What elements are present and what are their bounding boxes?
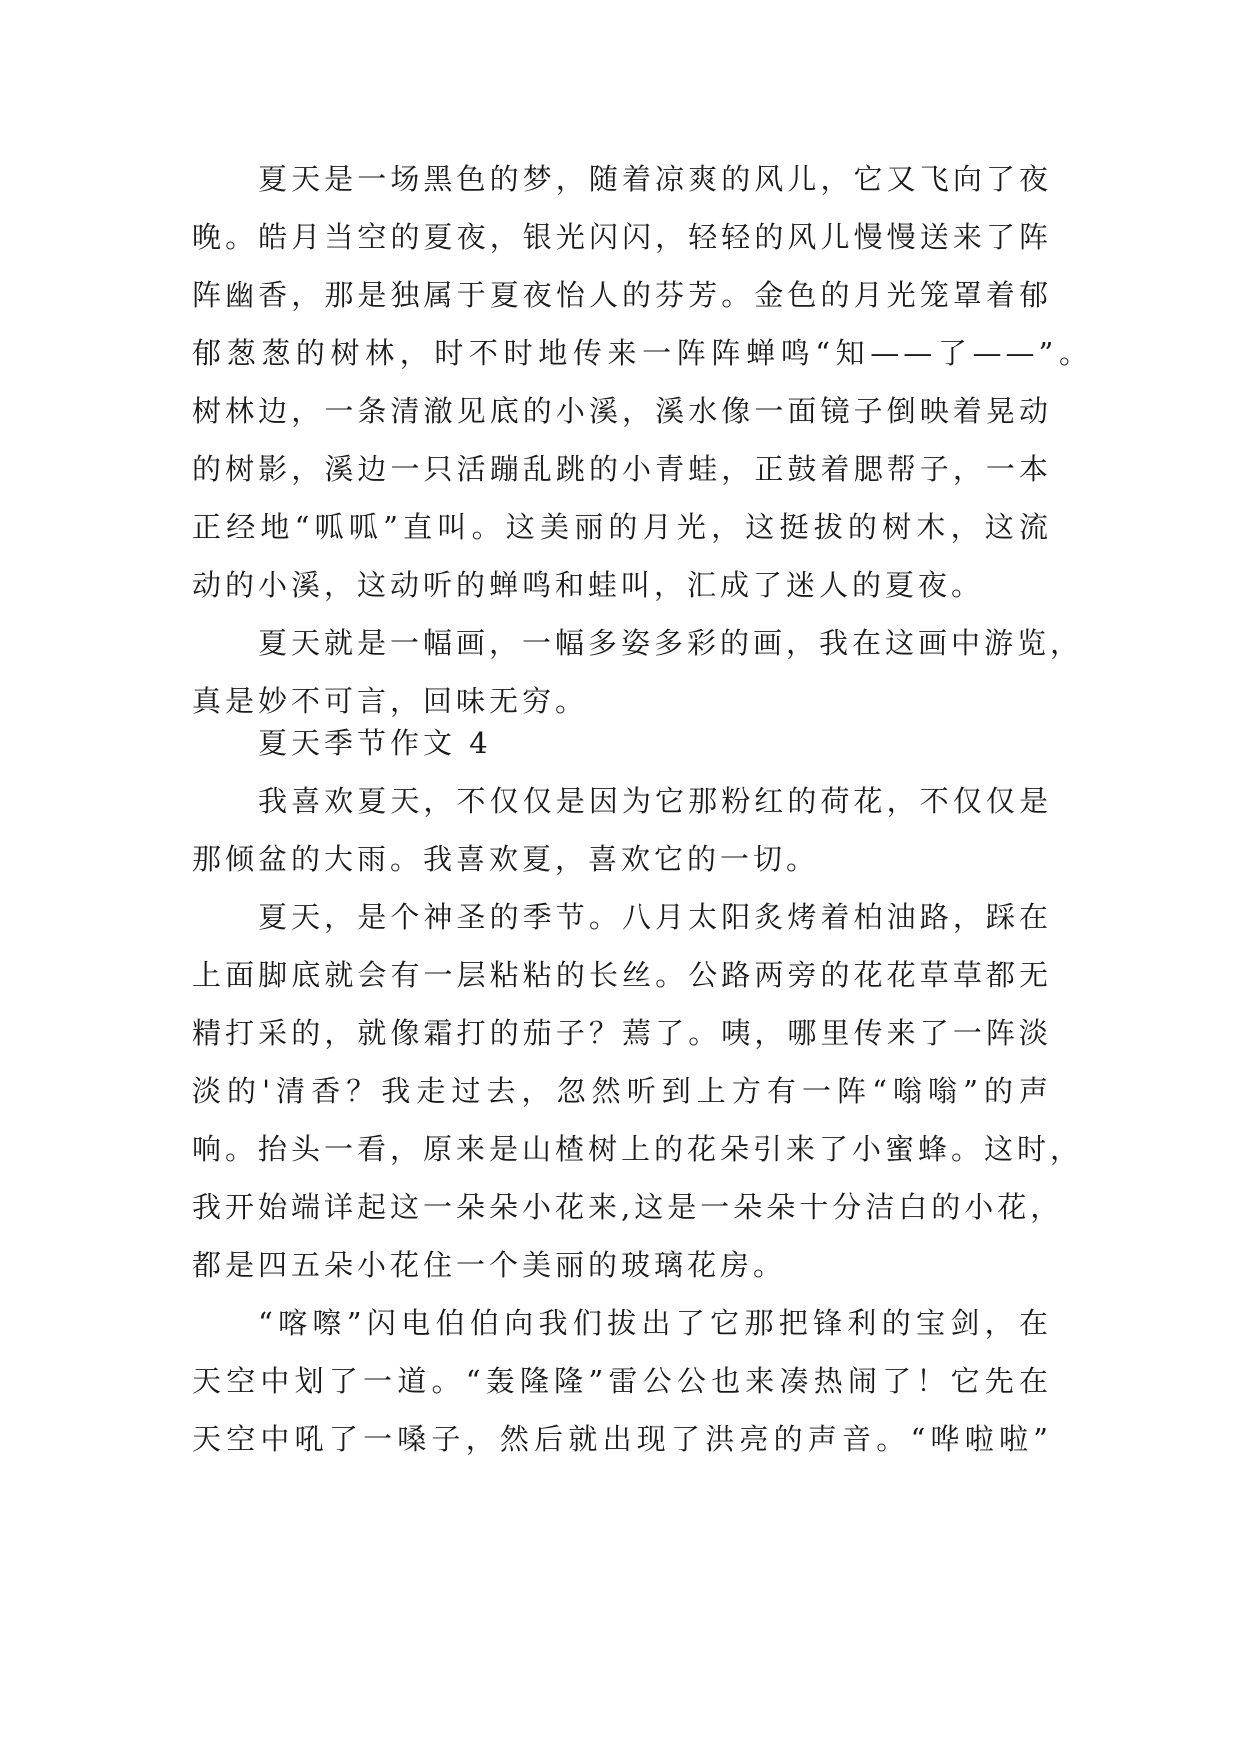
text-line: 上面脚底就会有一层粘粘的长丝。公路两旁的花花草草都无	[192, 958, 1052, 992]
text-line: 我开始端详起这一朵朵小花来,这是一朵朵十分洁白的小花，	[192, 1190, 1064, 1224]
text-line: 淡的'清香？我走过去，忽然听到上方有一阵“嗡嗡”的声	[192, 1074, 1052, 1108]
text-line: 天空中吼了一嗓子，然后就出现了洪亮的声音。“哗啦啦”	[192, 1422, 1052, 1456]
text-line: 夏天就是一幅画，一幅多姿多彩的画，我在这画中游览，	[258, 626, 1084, 660]
text-line: 的树影，溪边一只活蹦乱跳的小青蛙，正鼓着腮帮子，一本	[192, 452, 1052, 486]
text-line: 晚。皓月当空的夏夜，银光闪闪，轻轻的风儿慢慢送来了阵	[192, 220, 1052, 254]
section-heading: 夏天季节作文 4	[258, 726, 492, 760]
text-line: 天空中划了一道。“轰隆隆”雷公公也来凑热闹了！它先在	[192, 1364, 1052, 1398]
text-line: 阵幽香，那是独属于夏夜怡人的芬芳。金色的月光笼罩着郁	[192, 278, 1052, 312]
text-line: 都是四五朵小花住一个美丽的玻璃花房。	[192, 1248, 787, 1282]
text-line: “喀嚓”闪电伯伯向我们拔出了它那把锋利的宝剑，在	[258, 1306, 1052, 1340]
text-line: 郁葱葱的树林，时不时地传来一阵阵蝉鸣“知——了——”。	[192, 336, 1092, 370]
text-line: 响。抬头一看，原来是山楂树上的花朵引来了小蜜蜂。这时，	[192, 1132, 1084, 1166]
text-line: 夏天是一场黑色的梦，随着凉爽的风儿，它又飞向了夜	[258, 162, 1052, 196]
text-line: 夏天，是个神圣的季节。八月太阳炙烤着柏油路，踩在	[258, 900, 1052, 934]
text-line: 真是妙不可言，回味无穷。	[192, 684, 589, 718]
text-line: 精打采的，就像霜打的茄子？蔫了。咦，哪里传来了一阵淡	[192, 1016, 1052, 1050]
text-line: 那倾盆的大雨。我喜欢夏，喜欢它的一切。	[192, 842, 820, 876]
text-block	[192, 714, 1084, 1468]
text-line: 我喜欢夏天，不仅仅是因为它那粉红的荷花，不仅仅是	[258, 784, 1052, 818]
text-block	[192, 150, 1092, 730]
text-line: 动的小溪，这动听的蝉鸣和蛙叫，汇成了迷人的夏夜。	[192, 568, 985, 602]
text-line: 树林边，一条清澈见底的小溪，溪水像一面镜子倒映着晃动	[192, 394, 1052, 428]
text-line: 正经地“呱呱”直叫。这美丽的月光，这挺拔的树木，这流	[192, 510, 1052, 544]
